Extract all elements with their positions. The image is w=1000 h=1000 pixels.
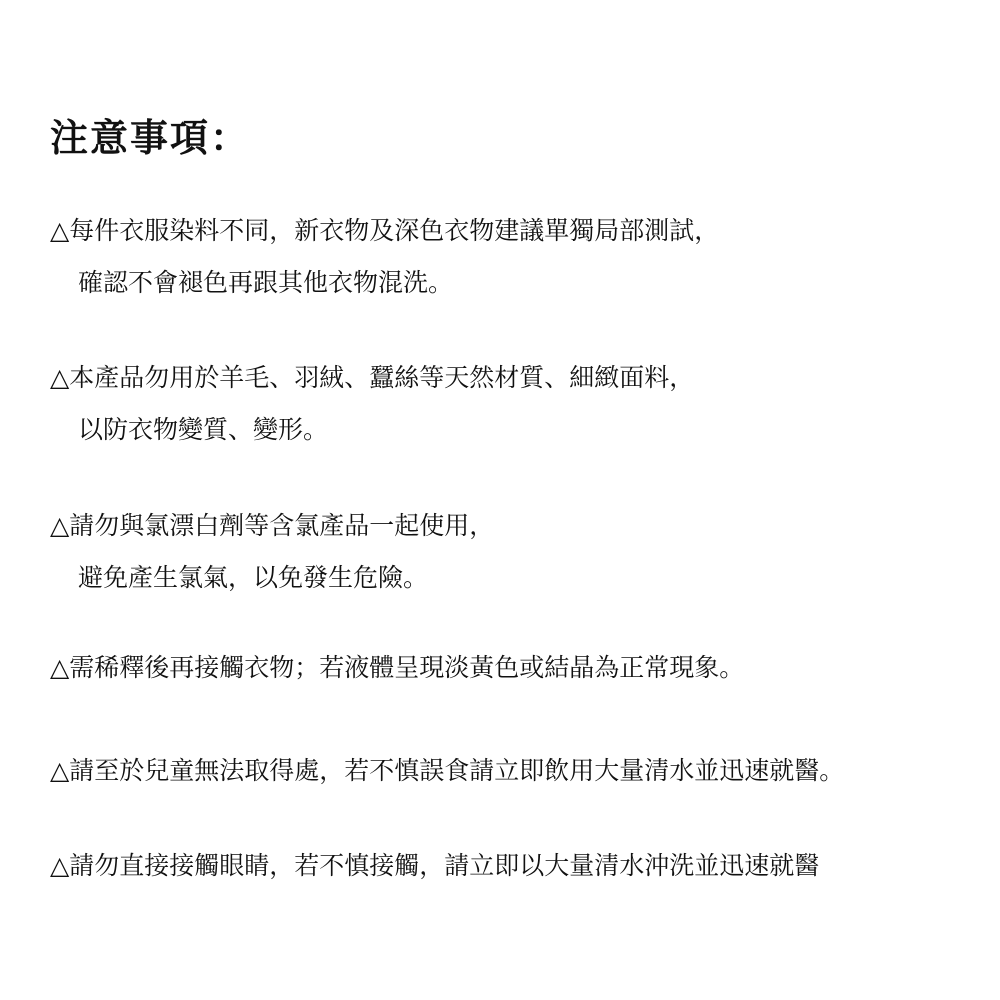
notice-item-chlorine-warning — [50, 500, 980, 604]
notice-item-eye-contact — [50, 840, 980, 892]
notice-item-child-safety — [50, 745, 980, 797]
notice-line: △需稀釋後再接觸衣物；若液體呈現淡黃色或結晶為正常現象。 — [50, 653, 745, 682]
notice-line: △請至於兒童無法取得處，若不慎誤食請立即飲用大量清水並迅速就醫。 — [50, 756, 845, 785]
notice-item-fabric-warning — [50, 352, 980, 456]
notice-line: △本產品勿用於羊毛、羽絨、蠶絲等天然材質、細緻面料， — [50, 363, 695, 392]
notice-item-dye-test — [50, 205, 980, 309]
notice-line-continuation: 避免產生氯氣，以免發生危險。 — [78, 563, 429, 592]
notice-item-dilution — [50, 642, 980, 694]
notice-line: △請勿直接接觸眼睛，若不慎接觸，請立即以大量清水沖洗並迅速就醫 — [50, 851, 820, 880]
notice-line: △請勿與氯漂白劑等含氯產品一起使用， — [50, 511, 495, 540]
notice-line-continuation: 以防衣物變質、變形。 — [78, 415, 329, 444]
notice-line-continuation: 確認不會褪色再跟其他衣物混洗。 — [78, 268, 454, 297]
page-title: 注意事項： — [50, 116, 251, 160]
notice-line: △每件衣服染料不同，新衣物及深色衣物建議單獨局部測試， — [50, 216, 720, 245]
